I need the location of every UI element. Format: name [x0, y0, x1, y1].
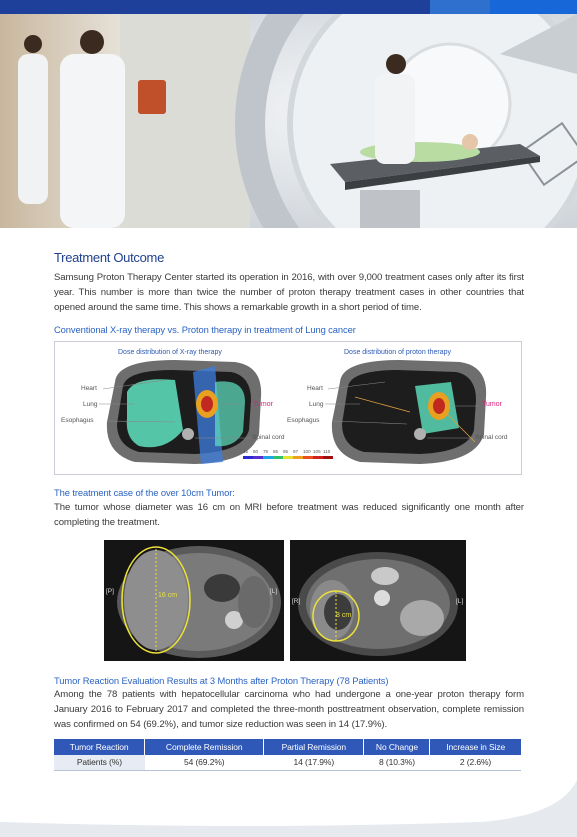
table-cell: 54 (69.2%) — [145, 755, 264, 770]
scale-label: 85 — [273, 449, 279, 454]
proton-dose-title: Dose distribution of proton therapy — [344, 349, 452, 356]
dose-scale-swatch — [293, 456, 303, 459]
scale-label: 97 — [293, 449, 299, 454]
top-color-bar — [0, 0, 577, 14]
dose-scale-swatch — [313, 456, 323, 459]
dose-scale-swatch — [253, 456, 263, 459]
dose-scale-legend — [243, 449, 335, 471]
dose-scale-swatch — [263, 456, 273, 459]
proton-label-lung: Lung — [309, 401, 324, 408]
dose-distribution-figure — [54, 341, 522, 475]
top-bar-accent-2 — [490, 0, 577, 14]
table-header-cell: Partial Remission — [264, 739, 364, 755]
mri-after-svg — [290, 540, 466, 661]
xray-label-heart: Heart — [81, 385, 97, 392]
mri-after-left-mark: [R] — [292, 598, 301, 605]
mri-before-image — [104, 540, 284, 661]
mri-before-size: 16 cm — [158, 592, 178, 599]
mri-after-size: 8 cm — [336, 612, 352, 619]
hero-photo-proton-treatment-room — [0, 14, 577, 228]
table-row — [54, 755, 521, 770]
mri-after-right-mark: [L] — [456, 598, 464, 605]
section-title: Treatment Outcome — [54, 250, 165, 265]
scale-label: 95 — [283, 449, 289, 454]
figure-caption: Conventional X-ray therapy vs. Proton therapy in treatment of Lung cancer — [54, 324, 356, 335]
dose-scale-swatch — [273, 456, 283, 459]
intro-paragraph: Samsung Proton Therapy Center started its operation in 2016, with over 9,000 treatment cases only after its first year. This number is more than twice the number of proton therapy treatment cases in other countries that opened around the same time. This shows a remarkable growth in a short period of time. — [54, 272, 524, 313]
scale-label: 15 — [243, 449, 249, 454]
proton-label-heart: Heart — [307, 385, 323, 392]
proton-label-spinal-cord: Spinal cord — [475, 434, 508, 441]
xray-label-tumor: Tumor — [253, 401, 273, 408]
xray-label-esophagus: Esophagus — [61, 417, 94, 424]
dose-scale-swatch — [283, 456, 293, 459]
table-header-cell: No Change — [364, 739, 430, 755]
xray-label-lung: Lung — [83, 401, 98, 408]
top-bar-accent-1 — [430, 0, 490, 14]
table-header-cell: Complete Remission — [145, 739, 264, 755]
table-cell-row-label: Patients (%) — [54, 755, 145, 770]
case-paragraph: The tumor whose diameter was 16 cm on MRI before treatment was reduced significantly one month after completing the treatment. — [54, 502, 524, 528]
tumor-reaction-table — [54, 739, 521, 771]
scale-label: 105 — [313, 449, 321, 454]
dose-scale-swatch — [243, 456, 253, 459]
table-cell: 2 (2.6%) — [430, 755, 521, 770]
table-header-row — [54, 739, 521, 755]
scale-label: 60 — [253, 449, 259, 454]
bottom-decorative-swoosh — [0, 770, 577, 837]
proton-ct-scan — [325, 360, 486, 464]
dose-scale-swatch — [323, 456, 333, 459]
table-cell: 8 (10.3%) — [364, 755, 430, 770]
xray-ct-scan — [99, 360, 261, 464]
hero-illustration — [0, 14, 577, 228]
table-cell: 14 (17.9%) — [264, 755, 364, 770]
dose-scale-swatch — [303, 456, 313, 459]
dose-scale-bar — [243, 456, 335, 459]
xray-label-spinal-cord: Spinal cord — [252, 434, 285, 441]
scale-label: 75 — [263, 449, 269, 454]
case-heading: The treatment case of the over 10cm Tumor: — [54, 487, 235, 498]
scale-label: 100 — [303, 449, 311, 454]
evaluation-heading: Tumor Reaction Evaluation Results at 3 Months after Proton Therapy (78 Patients) — [54, 675, 389, 686]
table-header-cell: Tumor Reaction — [54, 739, 145, 755]
evaluation-paragraph: Among the 78 patients with hepatocellular carcinoma who had undergone a one-year proton therapy form January 2016 to February 2017 and completed the three-month posttreatment observation, complete remission was confirmed on 54 (69.2%), and tumor size reduction was seen in 14 (17.9%). — [54, 689, 524, 730]
mri-before-right-mark: [L] — [270, 588, 278, 595]
table-header-cell: Increase in Size — [430, 739, 521, 755]
scale-label: 110 — [323, 449, 331, 454]
mri-before-left-mark: [P] — [106, 588, 114, 595]
proton-label-esophagus: Esophagus — [287, 417, 320, 424]
proton-label-tumor: Tumor — [482, 401, 502, 408]
mri-before-svg — [104, 540, 284, 661]
xray-dose-title: Dose distribution of X-ray therapy — [118, 349, 222, 356]
mri-after-image — [290, 540, 466, 661]
